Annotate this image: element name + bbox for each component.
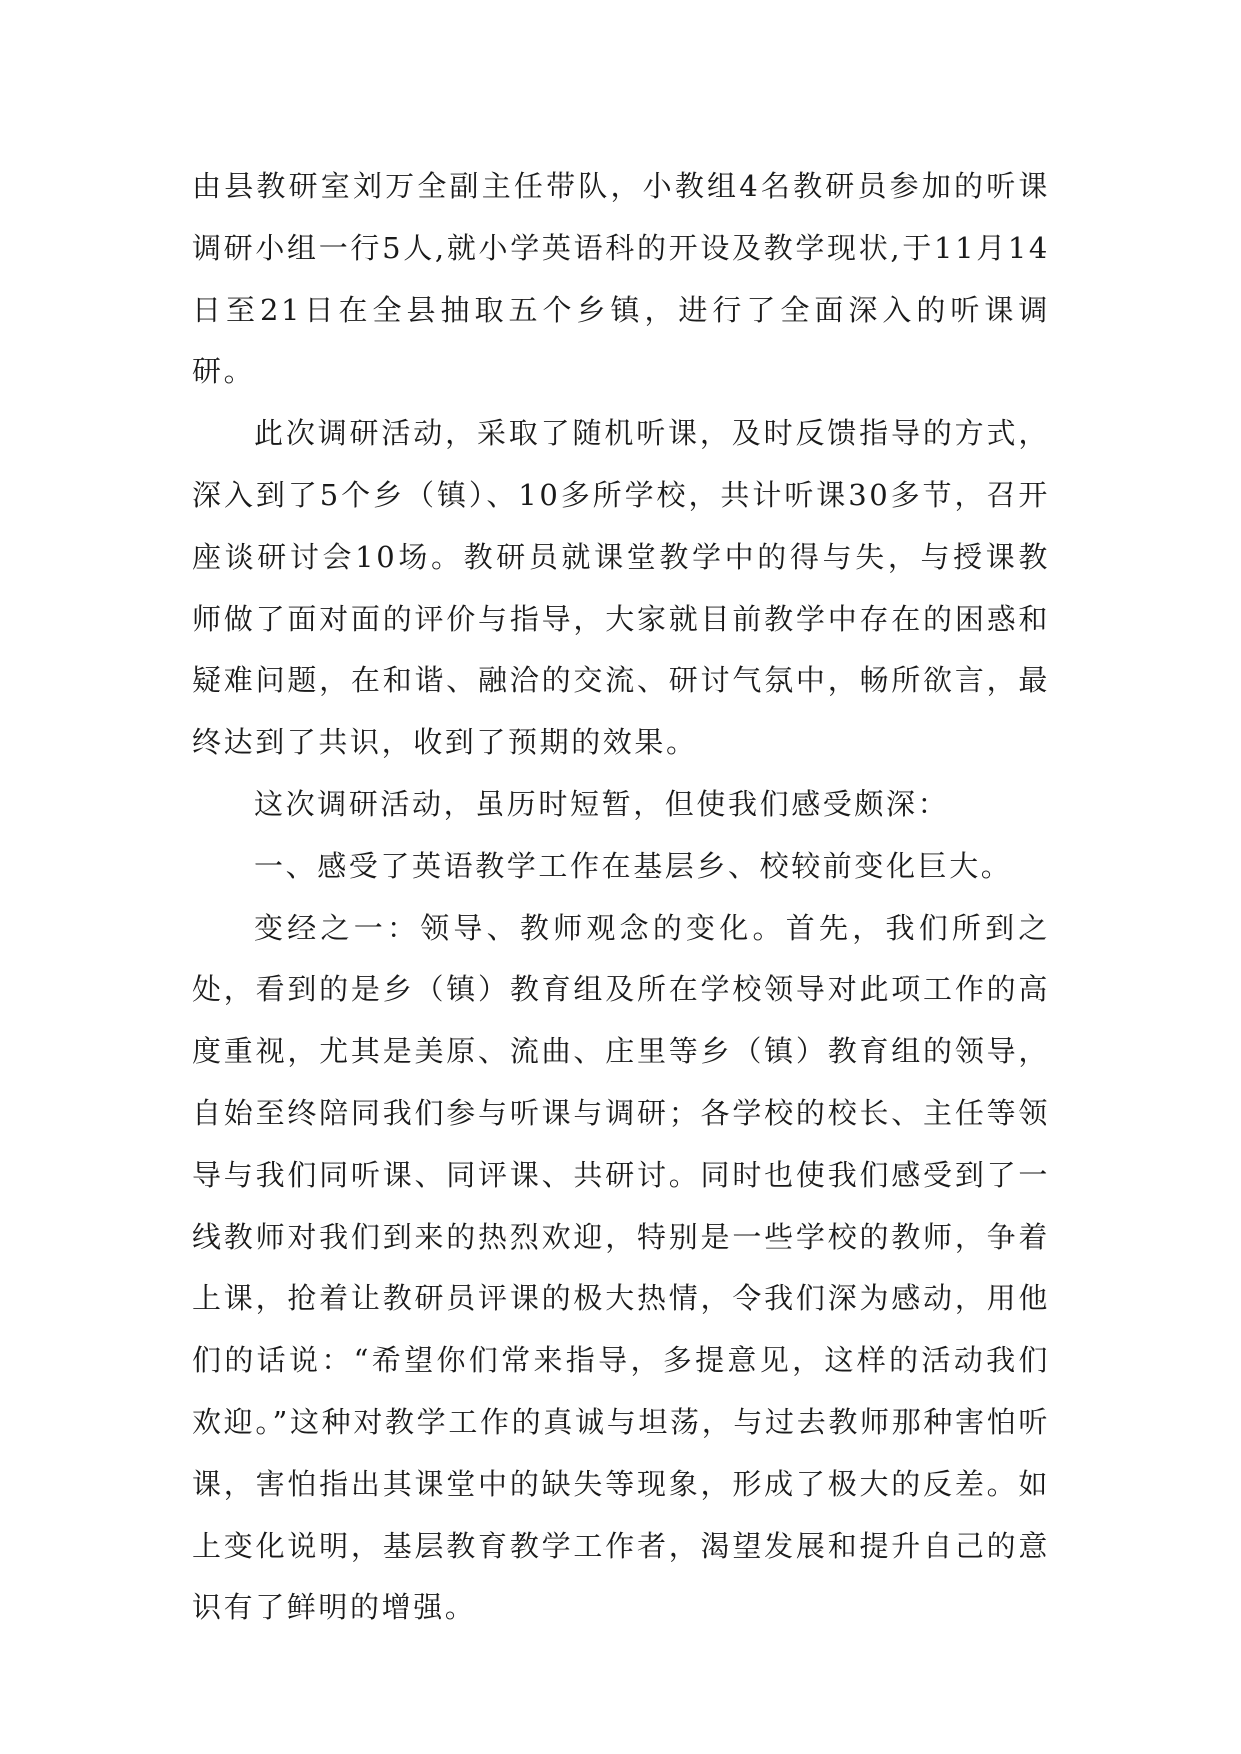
paragraph-feelings: 这次调研活动，虽历时短暂，但使我们感受颇深： <box>254 786 950 821</box>
paragraph-intro: 由县教研室刘万全副主任带队，小教组4名教研员参加的听课调研小组一行5人,就小学英语科的开设及教学现状,于11月14日至21日在全县抽取五个乡镇，进行了全面深入的听课调研。 <box>192 169 1050 389</box>
section-heading-1: 一、感受了英语教学工作在基层乡、校较前变化巨大。 <box>254 848 1013 883</box>
paragraph-change-1: 变经之一：领导、教师观念的变化。首先，我们所到之处，看到的是乡（镇）教育组及所在学校领导对此项工作的高度重视，尤其是美原、流曲、庄里等乡（镇）教育组的领导，自始至终陪同我们参与听课与调研；各学校的校长、主任等领导与我们同听课、同评课、共研讨。同时也使我们感受到了一线教师对我们到来的热烈欢迎，特别是一些学校的教师，争着上课，抢着让教研员评课的极大热情，令我们深为感动，用他们的话说：“希望你们常来指导，多提意见，这样的活动我们欢迎。”这种对教学工作的真诚与坦荡，与过去教师那种害怕听课，害怕指出其课堂中的缺失等现象，形成了极大的反差。如上变化说明，基层教育教学工作者，渴望发展和提升自己的意识有了鲜明的增强。 <box>192 910 1050 1625</box>
document-body <box>192 156 1050 1639</box>
paragraph-activity: 此次调研活动，采取了随机听课，及时反馈指导的方式，深入到了5个乡（镇）、10多所学校，共计听课30多节，召开座谈研讨会10场。教研员就课堂教学中的得与失，与授课教师做了面对面的评价与指导，大家就目前教学中存在的困惑和疑难问题，在和谐、融洽的交流、研讨气氛中，畅所欲言，最终达到了共识，收到了预期的效果。 <box>192 416 1050 760</box>
